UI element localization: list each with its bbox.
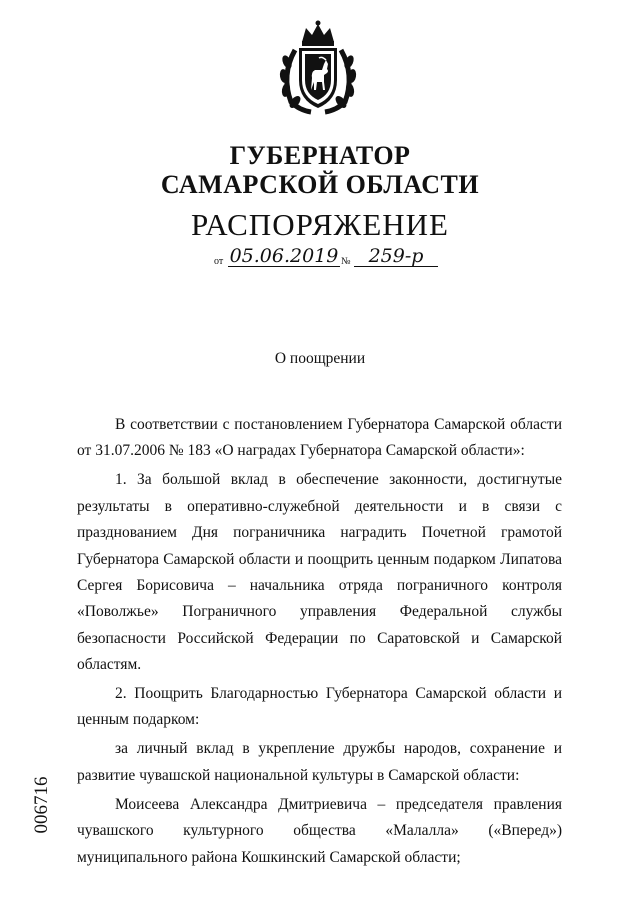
item-2-reason-paragraph: за личный вклад в укрепление дружбы народов, сохранение и развитие чувашской национальной культуры в Самарской области: <box>77 740 562 784</box>
document-date: 05.06.2019 <box>229 245 339 267</box>
intro-paragraph: В соответствии с постановлением Губернатора Самарской области от 31.07.2006 № 183 «О наградах Губернатора Самарской области»: <box>77 416 562 460</box>
date-number-line <box>214 244 454 270</box>
date-prefix: от <box>214 256 224 267</box>
title-region: САМАРСКОЙ ОБЛАСТИ <box>160 170 480 199</box>
document-number: 259-р <box>354 246 438 267</box>
document-type: РАСПОРЯЖЕНИЕ <box>191 207 449 242</box>
margin-serial-text: 006716 <box>31 776 52 834</box>
item-2-person-paragraph: Моисеева Александра Дмитриевича – председателя правления чувашского культурного общества «Малалла» («Вперед») муниципального района Кошкинский Самарской области; <box>77 795 562 866</box>
samara-coat-of-arms-icon <box>275 20 361 116</box>
item-1-paragraph: 1. За большой вклад в обеспечение законности, достигнутые результаты в оперативно-служебной деятельности и в связи с празднованием Дня пограничника наградить Почетной грамотой Губернатора Самарской области и поощрить ценным подарком Липатова Сергея Борисовича – начальника отряда пограничного контроля «Поволжье» Пограничного управления Федеральной службы безопасности Российской Федерации по Саратовской и Самарской областям. <box>77 471 562 674</box>
document-body <box>77 412 562 871</box>
item-2-paragraph: 2. Поощрить Благодарностью Губернатора Самарской области и ценным подарком: <box>77 685 562 729</box>
margin-serial-number <box>32 770 52 840</box>
number-prefix: № <box>341 256 351 267</box>
title-governor: ГУБЕРНАТОР <box>229 141 411 170</box>
document-subject: О поощрении <box>274 350 366 367</box>
